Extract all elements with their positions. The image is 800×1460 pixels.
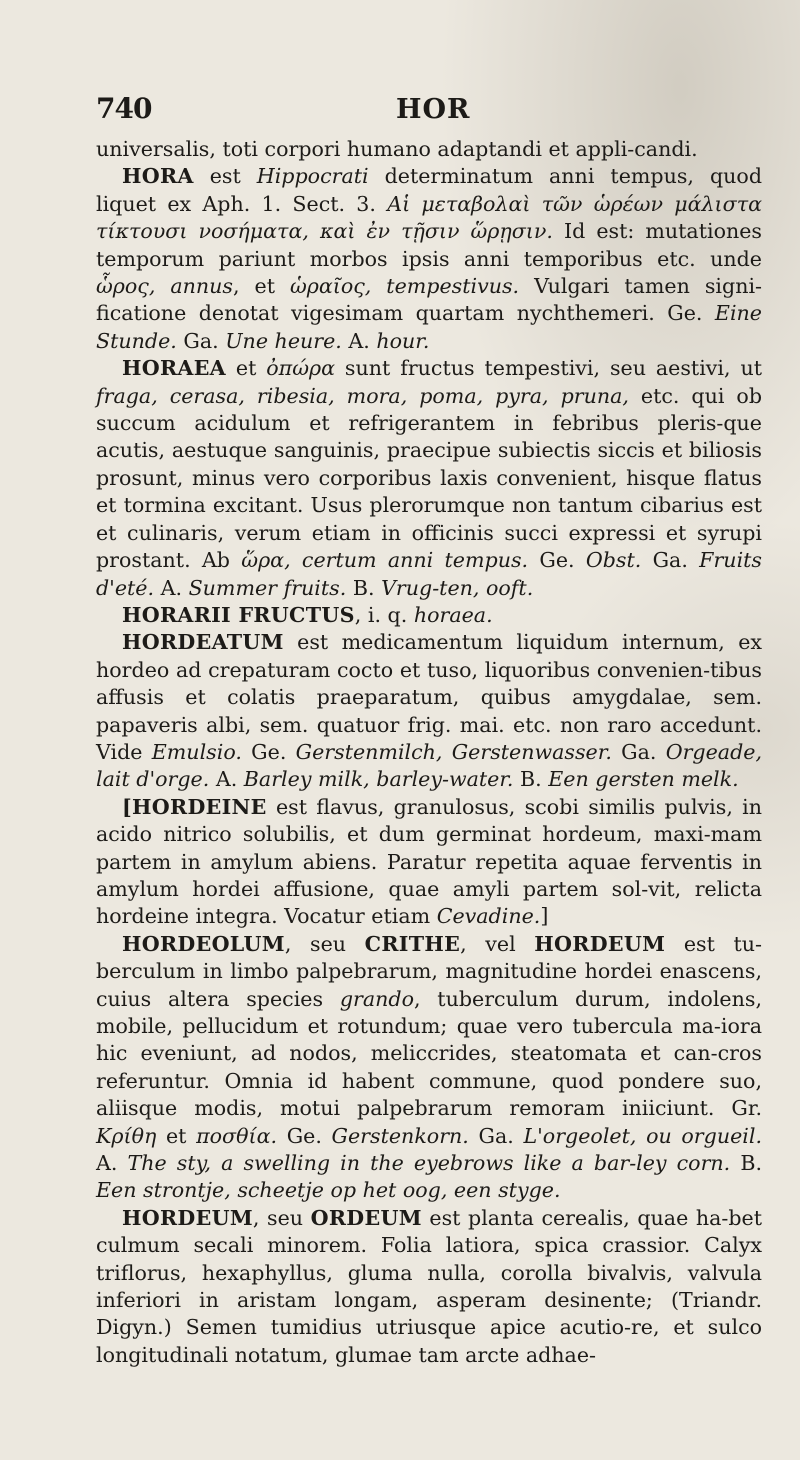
italic-text: hour. (376, 328, 430, 353)
italic-text: Fruits d'eté. (96, 548, 762, 600)
dictionary-text (96, 136, 762, 1369)
entry-text: , seu (284, 931, 365, 956)
entry-text: Ga. (176, 328, 226, 353)
entry-paragraph (96, 602, 762, 629)
italic-text: ὡραῖος, tempestivus. (289, 274, 520, 299)
entry-paragraph (96, 931, 762, 1205)
entry-text: Ga. (468, 1123, 524, 1148)
entry-text: est (193, 164, 257, 189)
entry-paragraph (96, 1205, 762, 1369)
entry-text: sunt fructus tempestivi, seu aestivi, ut (335, 356, 762, 381)
entry-text: etc. qui ob succum acidulum et refrigerantem in febribus pleris-que acutis, aestuque sanguinis, praecipue subiectis siccis et biliosis prosunt, minus vero corporibus laxis convenient, hisque flatus et tormina excitant. Usus plerorumque non tantum cibarius est et culinaris, verum etiam in officinis succi expressi et syrupi prostant. Ab (96, 383, 763, 573)
entry-text: , seu (252, 1205, 311, 1230)
entry-headword: HORDEATUM (122, 630, 284, 655)
italic-text: Summer fruits. (188, 575, 347, 600)
entry-text: est flavus, granulosus, scobi similis pulvis, in acido nitrico solubilis, et dum germinat hordeum, maxi-mam partem in amylum abiens. Paratur repetita aquae ferventis in amylum hordei affusione, quae amyli partem sol-vit, relicta hordeine integra. Vocatur etiam (96, 794, 762, 929)
entry-text: A. (341, 328, 377, 353)
entry-text: , tuberculum durum, indolens, mobile, pellucidum et rotundum; quae vero tubercula ma-iora hic eveniunt, ad nodos, meliccrides, steatomata et can-cros referuntur. Omnia id habent commune, quod pondere suo, aliisque modis, motui palpebrarum remoram iniiciunt. Gr. (96, 986, 762, 1121)
entry-paragraph (96, 629, 762, 793)
entry-text: , i. q. (354, 602, 414, 627)
entry-text: universalis, toti corpori humano adaptandi et appli-candi. (96, 137, 698, 161)
entry-text: A. (96, 1151, 128, 1176)
entry-text: A. (209, 767, 244, 792)
entry-text: determinatum anni tempus, quod liquet ex Aph. 1. Sect. 3. (96, 164, 763, 216)
italic-text: Gerstenkorn. (331, 1123, 469, 1148)
entry-headword: CRITHE (364, 931, 461, 956)
entry-headword: [HORDEINE (122, 794, 267, 819)
entry-text: A. (154, 575, 189, 600)
entry-paragraph (96, 136, 762, 163)
italic-text: Orgeade, lait d'orge. (96, 739, 762, 792)
entry-text: B. (730, 1151, 762, 1176)
entry-paragraph (96, 794, 762, 931)
entry-headword: HORDEUM (534, 931, 666, 956)
entry-headword: HORDEOLUM (122, 931, 285, 956)
entry-headword: HORARII FRUCTUS (122, 602, 355, 627)
entry-headword: HORA (122, 164, 194, 189)
entry-paragraph (96, 355, 762, 602)
entry-text: B. (513, 767, 549, 792)
entry-text: Ga. (611, 739, 666, 764)
italic-text: Emulsio. (151, 739, 242, 764)
italic-text: Vrug-ten, ooft. (381, 575, 534, 600)
entry-text: et (156, 1123, 197, 1148)
entry-text: Vulgari tamen signi-ficatione denotat vigesimam quartam nychthemeri. Ge. (96, 274, 763, 326)
italic-text: Eine Stunde. (96, 301, 762, 353)
italic-text: Αἱ μεταβολαὶ τῶν ὡρέων μάλιστα τίκτουσι νοσήματα, καὶ ἐν τῇσιν ὥρῃσιν. (96, 191, 762, 244)
page-number: 740 (96, 92, 152, 125)
italic-text: Barley milk, barley-water. (243, 767, 514, 792)
italic-text: L'orgeolet, ou orgueil. (523, 1123, 762, 1148)
entry-text: , et (233, 274, 290, 299)
entry-text: est medicamentum liquidum internum, ex hordeo ad crepaturam cocto et tuso, liquoribus convenien-tibus affusis et colatis praeparatum, quibus amygdalae, sem. papaveris albi, sem. quatuor frig. mai. etc. non raro accedunt. Vide (96, 630, 762, 764)
italic-text: ὥρα, certum anni tempus. (241, 548, 529, 573)
entry-headword: HORAEA (122, 356, 226, 381)
entry-headword: HORDEUM (122, 1205, 253, 1230)
entry-text: B. (346, 575, 382, 600)
italic-text: ὧρος, annus (96, 274, 233, 299)
italic-text: Een strontje, scheetje op het oog, een styge. (96, 1178, 561, 1203)
entry-text: Id est: mutationes temporum pariunt morbos ipsis anni temporibus etc. unde (96, 219, 762, 271)
entry-headword: ORDEUM (310, 1205, 422, 1230)
italic-text: Une heure. (225, 328, 342, 353)
italic-text: Een gersten melk. (548, 767, 739, 792)
italic-text: grando (339, 986, 414, 1011)
italic-text: Hippocrati (256, 164, 369, 189)
page-header (96, 92, 762, 132)
italic-text: horaea. (413, 602, 493, 627)
italic-text: ποσθία. (196, 1123, 278, 1148)
italic-text: Κρίθη (96, 1123, 157, 1148)
italic-text: fraga, cerasa, ribesia, mora, poma, pyra, pruna, (96, 383, 629, 408)
entry-text: Ge. (277, 1123, 332, 1148)
running-head: HOR (396, 94, 471, 125)
entry-text: et (225, 356, 267, 381)
entry-text: , vel (460, 931, 535, 956)
entry-text: Ga. (641, 548, 700, 573)
italic-text: Obst. (585, 548, 642, 573)
entry-text: est planta cerealis, quae ha-bet culmum secali minorem. Folia latiora, spica crassior. Calyx triflorus, hexaphyllus, gluma nulla, corolla bivalvis, valvula inferiori in aristam longam, asperam desinente; (Triandr. Digyn.) Semen tumidius utriusque apice acutio-re, et sulco longitudinali notatum, glumae tam arcte adhae- (96, 1205, 762, 1367)
italic-text: Gerstenmilch, Gerstenwasser. (295, 739, 612, 764)
entry-text: Ge. (241, 739, 296, 764)
entry-text: Ge. (528, 548, 586, 573)
entry-paragraph (96, 163, 762, 355)
entry-text: est tu-berculum in limbo palpebrarum, magnitudine hordei enascens, cuius altera species (96, 931, 763, 1011)
italic-text: ὀπώρα (266, 356, 336, 381)
italic-text: The sty, a swelling in the eyebrows like a bar-ley corn. (127, 1151, 731, 1176)
italic-text: Cevadine. (436, 904, 541, 929)
entry-text: ] (540, 904, 549, 929)
